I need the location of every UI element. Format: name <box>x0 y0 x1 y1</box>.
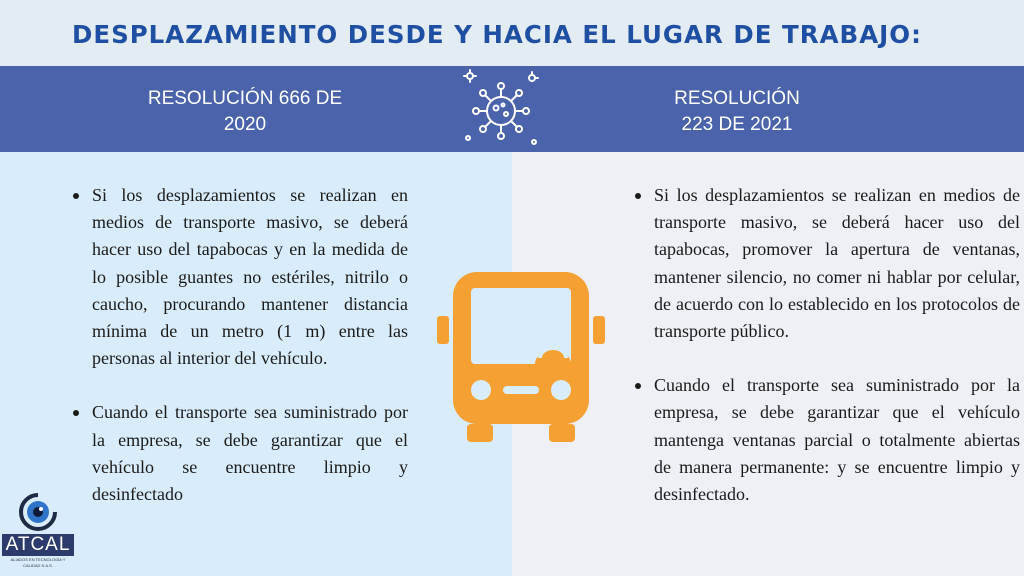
resolution-right-heading <box>612 86 862 138</box>
right-bullet-list <box>632 182 1020 508</box>
logo-tagline: ALIADOS EN TECNOLOGÍA Y CALIDAD S.A.S. <box>10 557 66 568</box>
list-item: Cuando el transporte sea suministrado por la empresa, se debe garantizar que el vehículo mantenga ventanas parcial o totalmente abiertas de manera permanente: y se encuentre limpio y desinfectado. <box>632 372 1020 508</box>
virus-icon <box>460 68 542 150</box>
atcal-logo <box>2 490 74 574</box>
list-item: Cuando el transporte sea suministrado por la empresa, se debe garantizar que el vehículo se encuentre limpio y desinfectado <box>70 399 408 508</box>
left-bullet-list <box>70 182 408 508</box>
list-item: Si los desplazamientos se realizan en medios de transporte masivo, se deberá hacer uso del tapabocas, promover la apertura de ventanas, mantener silencio, no comer ni hablar por celular, de acuerdo con lo establecido en los protocolos de transporte público. <box>632 182 1020 345</box>
eye-logo-icon <box>16 490 60 534</box>
list-item: Si los desplazamientos se realizan en medios de transporte masivo, se deberá hacer uso del tapabocas y en la medida de lo posible guantes no estériles, nitrilo o caucho, procurando mantener distancia mínima de un metro (1 m) entre las personas al interior del vehículo. <box>70 182 408 372</box>
page-title: DESPLAZAMIENTO DESDE Y HACIA EL LUGAR DE TRABAJO: <box>72 20 922 49</box>
bus-icon <box>437 268 605 444</box>
resolution-right-line1: RESOLUCIÓN <box>674 88 800 109</box>
logo-wordmark: ATCAL <box>2 534 74 556</box>
resolution-left-line1: RESOLUCIÓN 666 DE <box>147 88 343 109</box>
resolution-right-line2: 223 DE 2021 <box>681 114 793 135</box>
title-bar <box>0 0 1024 66</box>
resolution-left-line2: 2020 <box>223 114 267 135</box>
resolution-left-heading <box>120 86 370 138</box>
